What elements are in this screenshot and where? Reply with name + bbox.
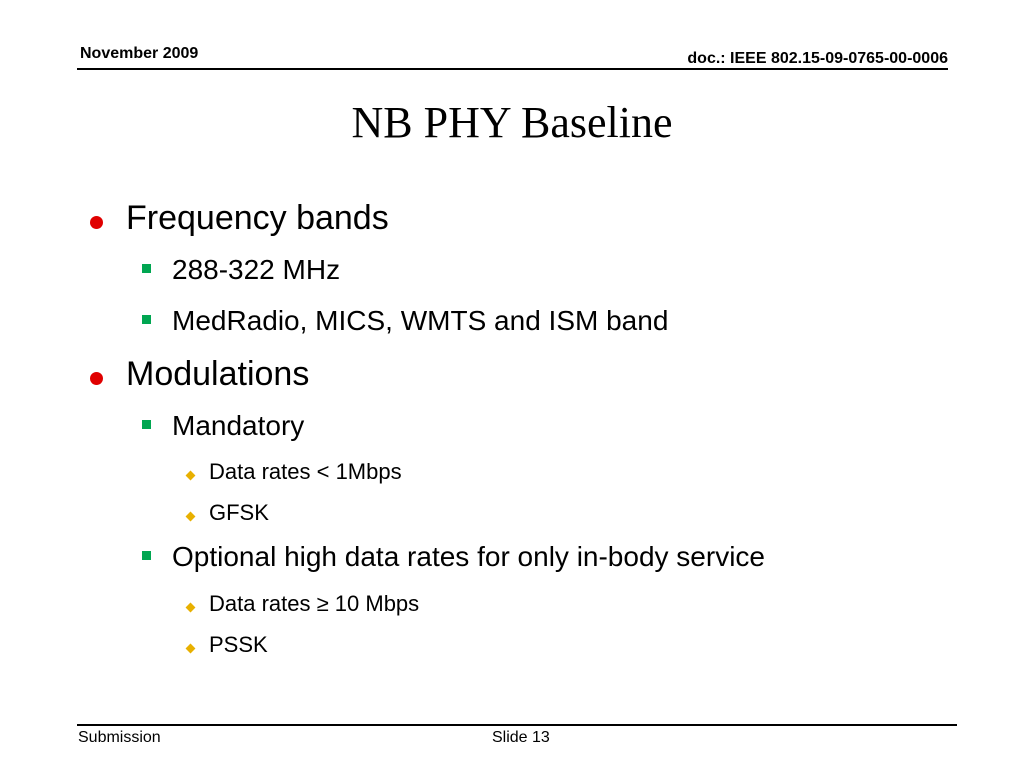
diamond-bullet-icon: [186, 603, 196, 613]
header-divider: [77, 68, 948, 70]
round-bullet-icon: [90, 372, 103, 385]
round-bullet-icon: [90, 216, 103, 229]
footer-divider: [77, 724, 957, 726]
square-bullet-icon: [142, 315, 151, 324]
list-item-level2: 288-322 MHz: [172, 254, 341, 285]
diamond-bullet-icon: [186, 644, 196, 654]
list-item-level3: Data rates < 1Mbps: [209, 459, 402, 484]
square-bullet-icon: [142, 551, 151, 560]
list-item-level3: GFSK: [209, 500, 269, 525]
list-item-level2: Optional high data rates for only in-body service: [172, 541, 765, 572]
header-date: November 2009: [80, 45, 199, 62]
square-bullet-icon: [142, 420, 151, 429]
header-doc-id: doc.: IEEE 802.15-09-0765-00-0006: [687, 50, 948, 67]
list-item-level2: Mandatory: [172, 410, 305, 441]
list-item-level3: Data rates ≥ 10 Mbps: [209, 591, 420, 616]
list-item-level1: Modulations: [126, 355, 310, 393]
slide-number: Slide 13: [492, 729, 550, 746]
diamond-bullet-icon: [186, 471, 196, 481]
list-item-level3: PSSK: [209, 632, 268, 657]
slide-title: NB PHY Baseline: [351, 98, 673, 147]
footer-submission: Submission: [78, 729, 161, 746]
list-item-level1: Frequency bands: [126, 199, 389, 237]
diamond-bullet-icon: [186, 512, 196, 522]
list-item-level2: MedRadio, MICS, WMTS and ISM band: [172, 305, 669, 336]
square-bullet-icon: [142, 264, 151, 273]
